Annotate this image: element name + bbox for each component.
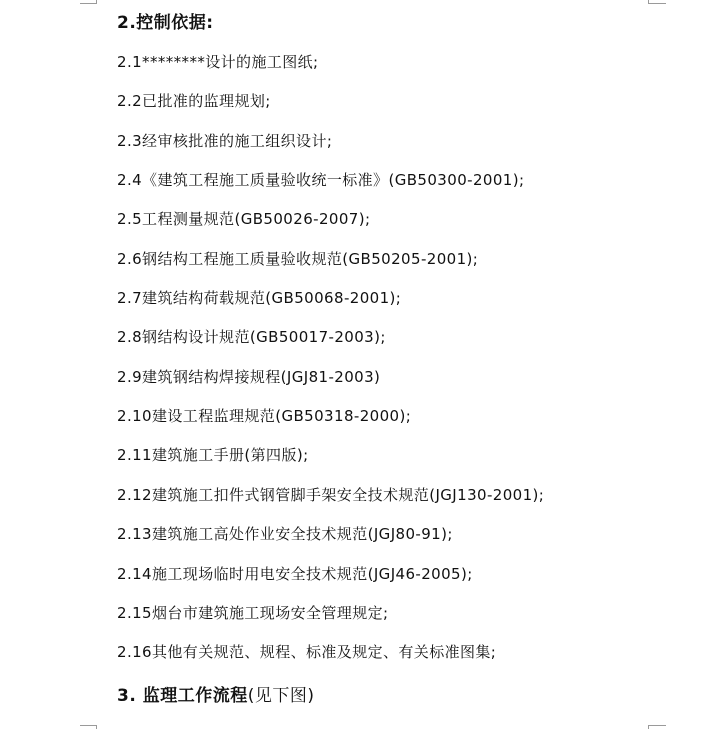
crop-mark-bottom-right	[648, 725, 649, 729]
crop-mark-top-left	[96, 0, 97, 4]
basis-item-2-7: 2.7建筑结构荷载规范(GB50068-2001);	[117, 289, 402, 307]
basis-item-2-3: 2.3经审核批准的施工组织设计;	[117, 132, 333, 150]
basis-item-2-2: 2.2已批准的监理规划;	[117, 92, 271, 110]
basis-item-2-11: 2.11建筑施工手册(第四版);	[117, 446, 309, 464]
basis-item-2-13: 2.13建筑施工高处作业安全技术规范(JGJ80-91);	[117, 525, 453, 543]
crop-mark-bottom-left	[80, 725, 96, 726]
section-3-heading	[117, 681, 314, 706]
crop-mark-top-left	[80, 3, 96, 4]
crop-mark-top-right	[648, 3, 666, 4]
basis-item-2-4: 2.4《建筑工程施工质量验收统一标准》(GB50300-2001);	[117, 171, 525, 189]
crop-mark-top-right	[648, 0, 649, 4]
basis-item-2-15: 2.15烟台市建筑施工现场安全管理规定;	[117, 604, 389, 622]
basis-item-2-9: 2.9建筑钢结构焊接规程(JGJ81-2003)	[117, 368, 381, 386]
basis-item-2-1: 2.1********设计的施工图纸;	[117, 53, 319, 71]
basis-item-2-6: 2.6钢结构工程施工质量验收规范(GB50205-2001);	[117, 250, 479, 268]
section-2-heading: 2.控制依据:	[117, 13, 214, 33]
crop-mark-bottom-left	[96, 725, 97, 729]
basis-item-2-16: 2.16其他有关规范、规程、标准及规定、有关标准图集;	[117, 643, 497, 661]
section-3-note: (见下图)	[247, 686, 315, 706]
basis-item-2-10: 2.10建设工程监理规范(GB50318-2000);	[117, 407, 412, 425]
basis-item-2-5: 2.5工程测量规范(GB50026-2007);	[117, 210, 371, 228]
crop-mark-bottom-right	[648, 725, 666, 726]
section-3-title: 3. 监理工作流程	[117, 686, 248, 706]
basis-item-2-14: 2.14施工现场临时用电安全技术规范(JGJ46-2005);	[117, 565, 473, 583]
basis-item-2-12: 2.12建筑施工扣件式钢管脚手架安全技术规范(JGJ130-2001);	[117, 486, 545, 504]
basis-item-2-8: 2.8钢结构设计规范(GB50017-2003);	[117, 328, 386, 346]
